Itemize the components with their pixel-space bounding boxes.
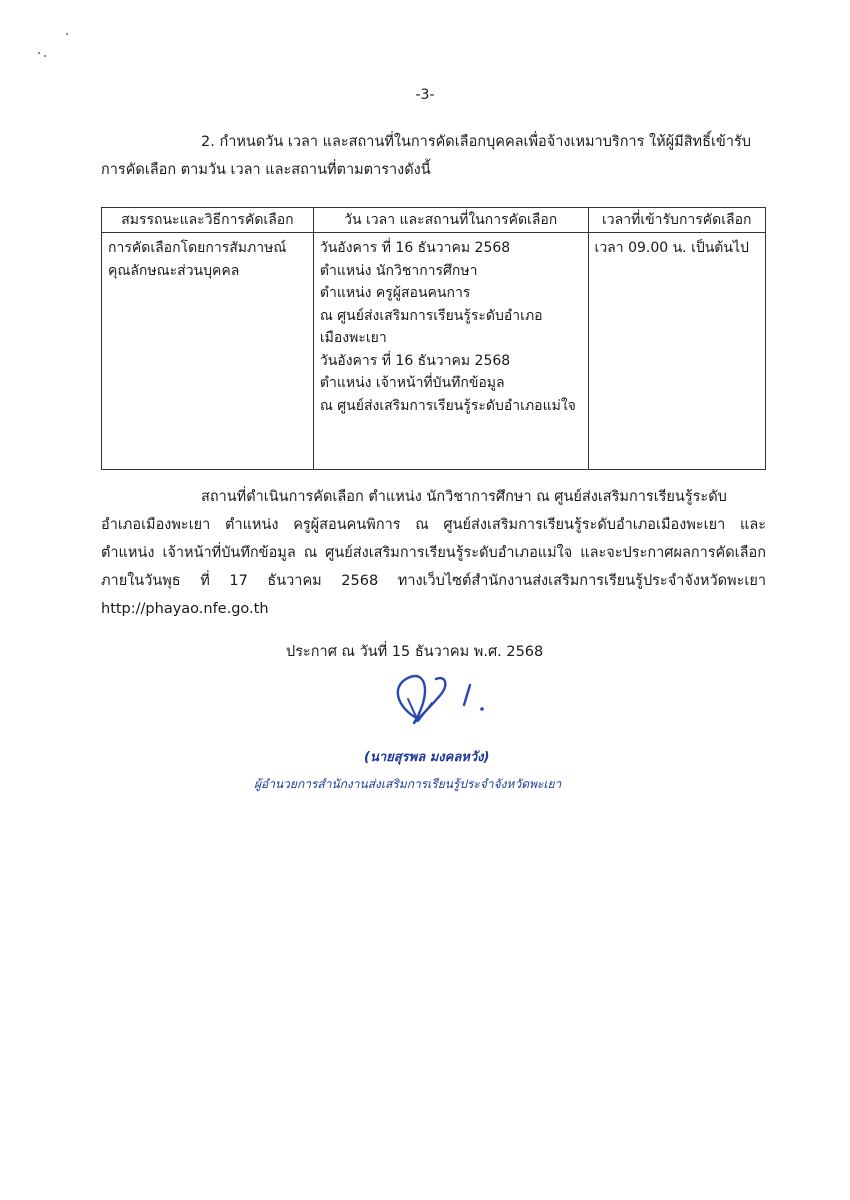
method-line: การคัดเลือกโดยการสัมภาษณ์ — [108, 240, 287, 256]
location-line-3: ตำแหน่ง เจ้าหน้าที่บันทึกข้อมูล ณ ศูนย์ส่งเสริมการเรียนรู้ระดับอำเภอแม่ใจ และจะประกาศผลการคัดเลือก — [101, 545, 766, 561]
scan-speck — [38, 52, 40, 54]
handwritten-signature — [388, 663, 498, 743]
website-link: http://phayao.nfe.go.th — [101, 601, 269, 617]
table-row — [102, 233, 766, 470]
details-line: ตำแหน่ง เจ้าหน้าที่บันทึกข้อมูล — [319, 375, 505, 391]
details-cell — [313, 233, 588, 470]
details-line: ณ ศูนย์ส่งเสริมการเรียนรู้ระดับอำเภอแม่ใจ — [319, 397, 576, 414]
time-cell — [588, 233, 765, 470]
details-line: วันอังคาร ที่ 16 ธันวาคม 2568 — [319, 240, 511, 256]
location-line-2: อำเภอเมืองพะเยา ตำแหน่ง ครูผู้สอนคนพิการ ณ ศูนย์ส่งเสริมการเรียนรู้ระดับอำเภอเมืองพะเยา และ — [101, 517, 766, 533]
details-line: ตำแหน่ง นักวิชาการศึกษา — [319, 262, 478, 279]
location-line-1: สถานที่ดำเนินการคัดเลือก ตำแหน่ง นักวิชาการศึกษา ณ ศูนย์ส่งเสริมการเรียนรู้ระดับ — [201, 489, 727, 505]
intro-line-2: การคัดเลือก ตามวัน เวลา และสถานที่ตามตารางดังนี้ — [101, 162, 431, 178]
signer-name: (นายสุรพล มงคลหวัง) — [364, 750, 490, 765]
details-line: ตำแหน่ง ครูผู้สอนคนการ — [319, 285, 471, 301]
details-line: ณ ศูนย์ส่งเสริมการเรียนรู้ระดับอำเภอ — [319, 307, 543, 324]
signer-title: ผู้อำนวยการสำนักงานส่งเสริมการเรียนรู้ประจำจังหวัดพะเยา — [254, 777, 562, 791]
selection-schedule-table — [101, 207, 766, 470]
page-number: -3- — [415, 87, 435, 103]
table-header-row — [102, 208, 766, 233]
header-time: เวลาที่เข้ารับการคัดเลือก — [588, 208, 765, 233]
announcement-date: ประกาศ ณ วันที่ 15 ธันวาคม พ.ศ. 2568 — [286, 644, 544, 660]
method-cell — [102, 233, 314, 470]
intro-line-1: 2. กำหนดวัน เวลา และสถานที่ในการคัดเลือกบุคคลเพื่อจ้างเหมาบริการ ให้ผู้มีสิทธิ์เข้ารับ — [201, 134, 751, 150]
header-method: สมรรถนะและวิธีการคัดเลือก — [102, 208, 314, 233]
header-date-place: วัน เวลา และสถานที่ในการคัดเลือก — [313, 208, 588, 233]
method-line: คุณลักษณะส่วนบุคคล — [108, 262, 240, 279]
scan-speck — [44, 55, 46, 57]
time-value: เวลา 09.00 น. เป็นต้นไป — [594, 240, 749, 256]
details-line: วันอังคาร ที่ 16 ธันวาคม 2568 — [319, 352, 511, 369]
details-line: เมืองพะเยา — [319, 330, 387, 346]
scan-speck — [66, 33, 68, 35]
location-line-4: ภายในวันพุธ ที่ 17 ธันวาคม 2568 ทางเว็บไซต์สำนักงานส่งเสริมการเรียนรู้ประจำจังหวัดพะเยา — [101, 573, 766, 589]
